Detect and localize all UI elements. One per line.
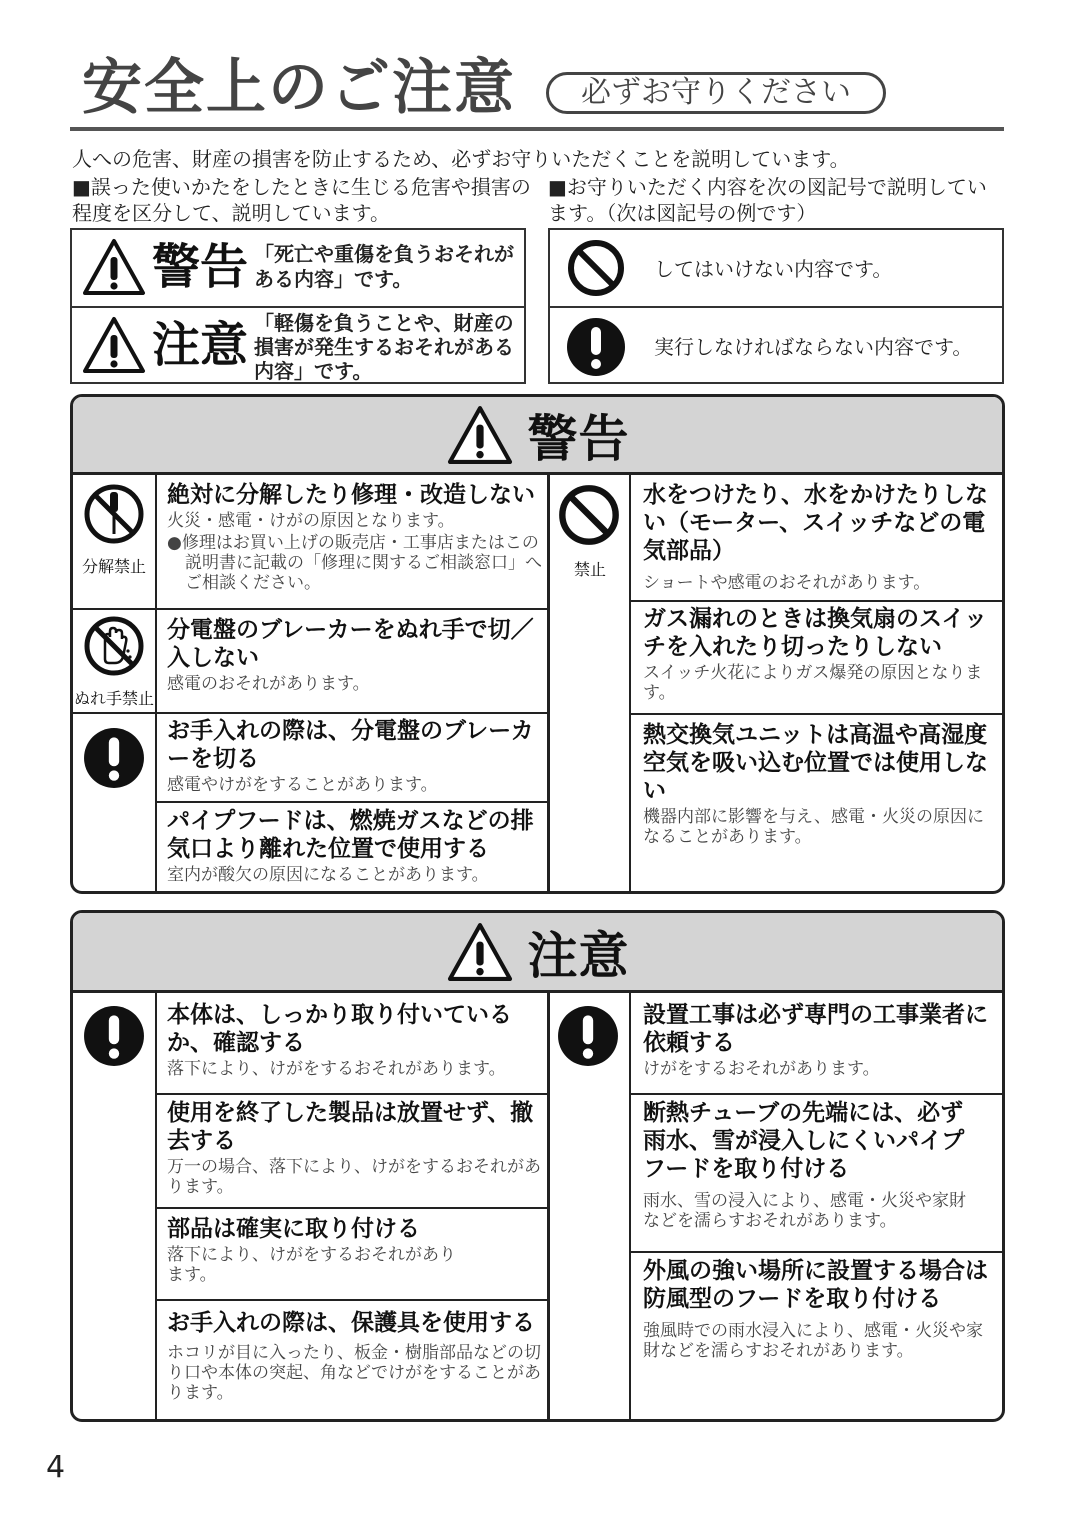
severity-legend	[70, 228, 526, 384]
warning-item	[167, 616, 543, 694]
page-subtitle: 必ずお守りください	[546, 72, 886, 114]
caution-item	[167, 1309, 543, 1403]
row-divider	[631, 1093, 1002, 1095]
warning-item	[167, 717, 543, 795]
caution-item-body: ホコリが目に入ったり、板金・樹脂部品などの切り口や本体の突起、角などでけがをすることがあります。	[167, 1343, 541, 1403]
warning-panel-header	[73, 397, 1002, 475]
symbol-prohibit-desc: してはいけない内容です。	[654, 257, 893, 281]
warning-item	[643, 605, 993, 703]
caution-panel	[70, 910, 1005, 1422]
caution-item-body: 落下により、けがをするおそれがあります。	[167, 1059, 506, 1079]
caution-item-heading: 使用を終了した製品は放置せず、撤去する	[167, 1100, 534, 1154]
warning-triangle-icon	[446, 405, 514, 465]
caution-triangle-icon	[82, 316, 146, 374]
caution-item-heading: 本体は、しっかり取り付いているか、確認する	[167, 1002, 512, 1056]
warning-item-heading: 分電盤のブレーカーをぬれ手で切／入しない	[167, 617, 534, 671]
caution-item-heading: 外風の強い場所に設置する場合は防風型のフードを取り付ける	[643, 1258, 988, 1312]
warning-item-body: 感電のおそれがあります。	[167, 674, 370, 694]
page-number: 4	[46, 1450, 66, 1485]
page-title: 安全上のご注意	[82, 53, 516, 123]
severity-warning-label: 警告	[152, 239, 249, 295]
caution-item-body: けがをするおそれがあります。	[643, 1059, 880, 1079]
caution-item-heading: お手入れの際は、保護具を使用する	[167, 1310, 535, 1336]
warning-item-heading: お手入れの際は、分電盤のブレーカーを切る	[167, 718, 534, 772]
severity-caution-row	[72, 306, 524, 384]
caution-item-body: 落下により、けがをするおそれがあります。	[167, 1245, 456, 1285]
row-divider	[157, 1299, 547, 1301]
caution-item	[167, 1215, 467, 1285]
caution-item	[643, 1099, 973, 1231]
warning-item-body: 感電やけがをすることがあります。	[167, 775, 438, 795]
symbol-legend	[548, 228, 1004, 384]
title-rule	[70, 127, 1004, 131]
row-divider	[631, 600, 1002, 602]
caution-triangle-icon	[446, 922, 514, 982]
symbol-legend-note: ■お守りいただく内容を次の図記号で説明しています。（次は図記号の例です）	[548, 175, 987, 225]
row-divider	[157, 801, 547, 803]
no-wet-hands-label: ぬれ手禁止	[73, 689, 154, 708]
caution-item	[167, 1001, 545, 1079]
col-divider	[547, 475, 550, 891]
symbol-prohibit-row	[550, 230, 1002, 306]
warning-item-heading: パイプフードは、燃焼ガスなどの排気口より離れた位置で使用する	[167, 808, 534, 862]
symbol-mandatory-desc: 実行しなければならない内容です。	[654, 335, 973, 359]
prohibition-icon	[566, 238, 626, 298]
caution-item-body: 万一の場合、落下により、けがをするおそれがあります。	[167, 1157, 541, 1197]
intro-text: 人への危害、財産の損害を防止するため、必ずお守りいただくことを説明しています。	[72, 147, 850, 171]
severity-legend-note: ■誤った使いかたをしたときに生じる危害や損害の程度を区分して、説明しています。	[72, 175, 531, 225]
row-divider	[631, 1251, 1002, 1253]
warning-item	[643, 481, 993, 593]
caution-item-heading: 断熱チューブの先端には、必ず雨水、雪が浸入しにくいパイプフードを取り付ける	[643, 1100, 965, 1182]
col-divider	[547, 993, 550, 1419]
severity-warning-desc: 「死亡や重傷を負うおそれがある内容」です。	[254, 242, 514, 291]
row-divider	[631, 713, 1002, 715]
warning-item-heading: 水をつけたり、水をかけたりしない（モーター、スイッチなどの電気部品）	[643, 482, 988, 564]
severity-warning-row	[72, 230, 524, 306]
no-disassembly-label: 分解禁止	[81, 557, 146, 576]
prohibited-label: 禁止	[573, 560, 606, 579]
caution-panel-header	[73, 913, 1002, 993]
warning-item-body: 火災・感電・けがの原因となります。	[167, 511, 455, 531]
caution-item-heading: 部品は確実に取り付ける	[167, 1216, 420, 1242]
col-divider	[155, 993, 157, 1419]
row-divider	[73, 608, 547, 610]
row-divider	[157, 1093, 547, 1095]
warning-item-body: ショートや感電のおそれがあります。	[643, 573, 931, 593]
warning-item-heading: ガス漏れのときは換気扇のスイッチを入れたり切ったりしない	[643, 606, 988, 660]
severity-caution-label: 注意	[152, 317, 249, 373]
mandatory-icon	[557, 1005, 619, 1067]
warning-item	[643, 721, 999, 847]
caution-item-body: 強風時での雨水浸入により、感電・火災や家財などを濡らすおそれがあります。	[643, 1321, 983, 1361]
warning-panel-title: 警告	[527, 409, 630, 468]
warning-panel	[70, 394, 1005, 894]
mandatory-icon	[83, 727, 145, 789]
caution-panel-title: 注意	[527, 926, 630, 985]
warning-item-body: 室内が酸欠の原因になることがあります。	[167, 865, 489, 885]
mandatory-icon	[83, 1005, 145, 1067]
caution-item	[643, 1001, 993, 1079]
no-disassembly-icon	[83, 483, 145, 545]
no-wet-hands-icon	[83, 615, 145, 677]
prohibition-icon	[557, 483, 621, 547]
warning-triangle-icon	[82, 238, 146, 296]
col-divider	[155, 475, 157, 891]
warning-item-heading: 熱交換気ユニットは高温や高湿度空気を吸い込む位置では使用しない	[643, 722, 988, 804]
caution-item-heading: 設置工事は必ず専門の工事業者に依頼する	[643, 1002, 988, 1056]
severity-caution-desc: 「軽傷を負うことや、財産の損害が発生するおそれがある内容」です。	[254, 311, 514, 383]
row-divider	[73, 712, 547, 714]
warning-item	[167, 807, 543, 885]
warning-item-body: 機器内部に影響を与え、感電・火災の原因になることがあります。	[643, 807, 985, 847]
caution-item	[643, 1257, 993, 1361]
caution-item	[167, 1099, 543, 1197]
caution-item-body: 雨水、雪の浸入により、感電・火災や家財などを濡らすおそれがあります。	[643, 1191, 966, 1231]
warning-item-note: ●修理はお買い上げの販売店・工事店またはこの説明書に記載の「修理に関するご相談窓口」へご相談ください。	[167, 533, 542, 593]
mandatory-icon	[566, 317, 626, 377]
col-divider	[629, 993, 631, 1419]
symbol-mandatory-row	[550, 306, 1002, 384]
col-divider	[629, 475, 631, 891]
warning-item	[167, 481, 543, 593]
row-divider	[157, 1207, 547, 1209]
warning-item-body: スイッチ火花によりガス爆発の原因となります。	[643, 663, 983, 703]
warning-item-heading: 絶対に分解したり修理・改造しない	[167, 482, 535, 508]
